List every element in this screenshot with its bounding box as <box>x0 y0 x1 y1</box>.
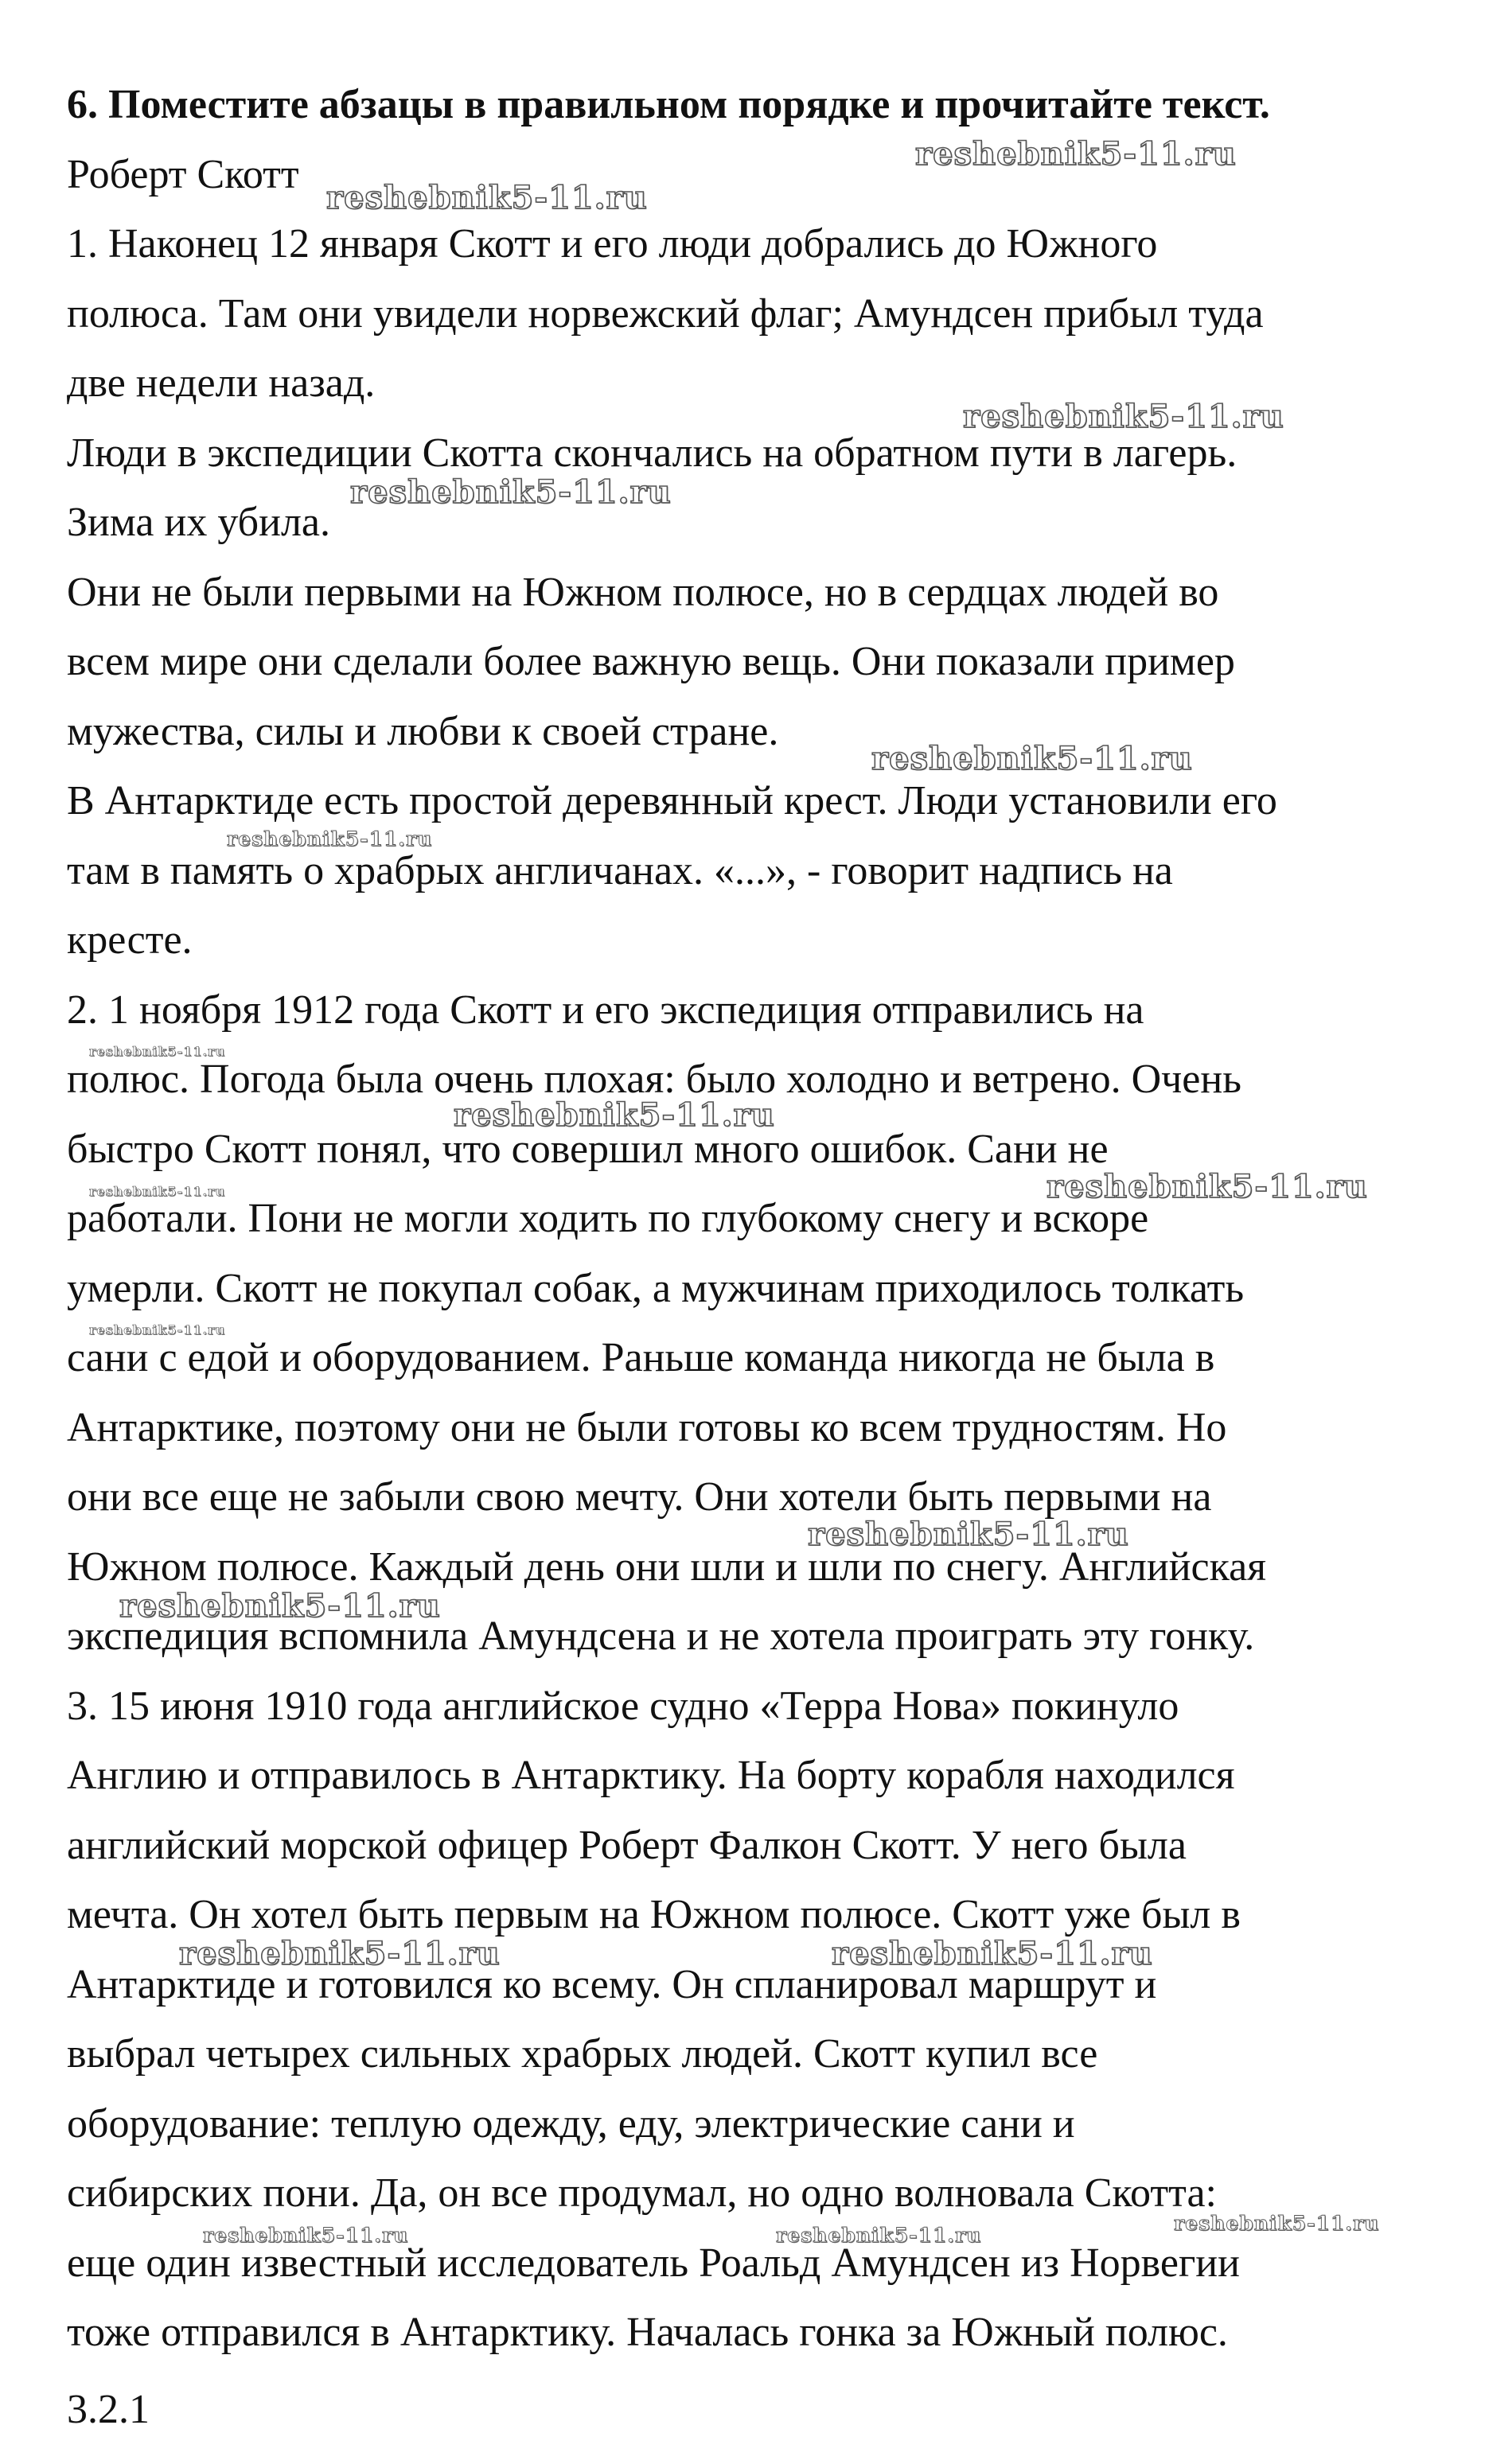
task-title: 6. Поместите абзацы в правильном порядке и прочитайте текст. <box>67 82 1270 127</box>
text-line: В Антарктиде есть простой деревянный крест. Люди установили его <box>67 778 1277 823</box>
text-line: Антарктиде и готовился ко всему. Он спланировал маршрут и <box>67 1961 1157 2007</box>
watermark: reshebnik5-11.ru <box>1174 2212 1380 2235</box>
document-body <box>67 70 1452 2368</box>
watermark: reshebnik5-11.ru <box>89 1322 226 1337</box>
text-line: всем мире они сделали более важную вещь. Они показали пример <box>67 639 1235 684</box>
watermark: reshebnik5-11.ru <box>915 135 1237 173</box>
text-line: Южном полюсе. Каждый день они шли и шли по снегу. Английская <box>67 1543 1267 1590</box>
text-line: кресте. <box>67 917 193 963</box>
text-line: 3. 15 июня 1910 года английское судно «Терра Нова» покинуло <box>67 1683 1179 1729</box>
text-line: оборудование: теплую одежду, еду, электрические сани и <box>67 2100 1075 2147</box>
watermark: reshebnik5-11.ru <box>227 827 433 851</box>
text-line: Антарктике, поэтому они не были готовы ко всем трудностям. Но <box>67 1404 1227 1450</box>
text-line: 1. Наконец 12 января Скотт и его люди добрались до Южного <box>67 221 1158 267</box>
text-subtitle: Роберт Скотт <box>67 151 299 197</box>
text-line: сибирских пони. Да, он все продумал, но одно волновала Скотта: <box>67 2170 1217 2216</box>
text-line: Они не были первыми на Южном полюсе, но в сердцах людей во <box>67 569 1219 615</box>
watermark: reshebnik5-11.ru <box>203 2224 409 2247</box>
watermark: reshebnik5-11.ru <box>89 1184 226 1199</box>
watermark: reshebnik5-11.ru <box>776 2224 982 2247</box>
watermark: reshebnik5-11.ru <box>119 1587 441 1625</box>
text-line: умерли. Скотт не покупал собак, а мужчинам приходилось толкать <box>67 1265 1245 1311</box>
watermark: reshebnik5-11.ru <box>326 179 648 216</box>
text-line: полюс. Погода была очень плохая: было холодно и ветрено. Очень <box>67 1057 1241 1102</box>
watermark: reshebnik5-11.ru <box>89 1044 226 1059</box>
text-line: выбрал четырех сильных храбрых людей. Скотт купил все <box>67 2031 1098 2077</box>
text-line: тоже отправился в Антарктику. Началась гонка за Южный полюс. <box>67 2310 1228 2355</box>
text-line: сани с едой и оборудованием. Раньше команда никогда не была в <box>67 1335 1215 1380</box>
text-line: быстро Скотт понял, что совершил много ошибок. Сани не <box>67 1126 1109 1172</box>
text-line: работали. Пони не могли ходить по глубокому снегу и вскоре <box>67 1196 1149 1241</box>
watermark: reshebnik5-11.ru <box>871 740 1193 777</box>
text-line: Англию и отправилось в Антарктику. На борту корабля находился <box>67 1753 1235 1798</box>
text-line: Зима их убила. <box>67 500 330 545</box>
text-line: Люди в экспедиции Скотта скончались на обратном пути в лагерь. <box>67 430 1238 476</box>
text-line: мечта. Он хотел быть первым на Южном полюсе. Скотт уже был в <box>67 1892 1241 1937</box>
text-line: две недели назад. <box>67 360 376 406</box>
text-line: мужества, силы и любви к своей стране. <box>67 708 779 754</box>
text-line: экспедиция вспомнила Амундсена и не хотела проиграть эту гонку. <box>67 1613 1255 1659</box>
text-line: еще один известный исследователь Роальд Амундсен из Норвегии <box>67 2240 1240 2286</box>
text-line: полюса. Там они увидели норвежский флаг; Амундсен прибыл туда <box>67 290 1264 337</box>
watermark: reshebnik5-11.ru <box>1047 1168 1368 1205</box>
watermark: reshebnik5-11.ru <box>832 1935 1153 1972</box>
watermark: reshebnik5-11.ru <box>963 398 1284 435</box>
watermark: reshebnik5-11.ru <box>454 1096 775 1134</box>
text-line: они все еще не забыли свою мечту. Они хотели быть первыми на <box>67 1474 1212 1520</box>
text-line: 2. 1 ноября 1912 года Скотт и его экспедиция отправились на <box>67 987 1144 1033</box>
watermark: reshebnik5-11.ru <box>179 1935 501 1972</box>
text-line: английский морской офицер Роберт Фалкон Скотт. У него была <box>67 1822 1187 1868</box>
text-line: там в память о храбрых англичанах. «...», - говорит надпись на <box>67 847 1173 893</box>
page-reference: 3.2.1 <box>67 2387 150 2432</box>
watermark: reshebnik5-11.ru <box>808 1516 1129 1553</box>
watermark: reshebnik5-11.ru <box>350 473 672 511</box>
